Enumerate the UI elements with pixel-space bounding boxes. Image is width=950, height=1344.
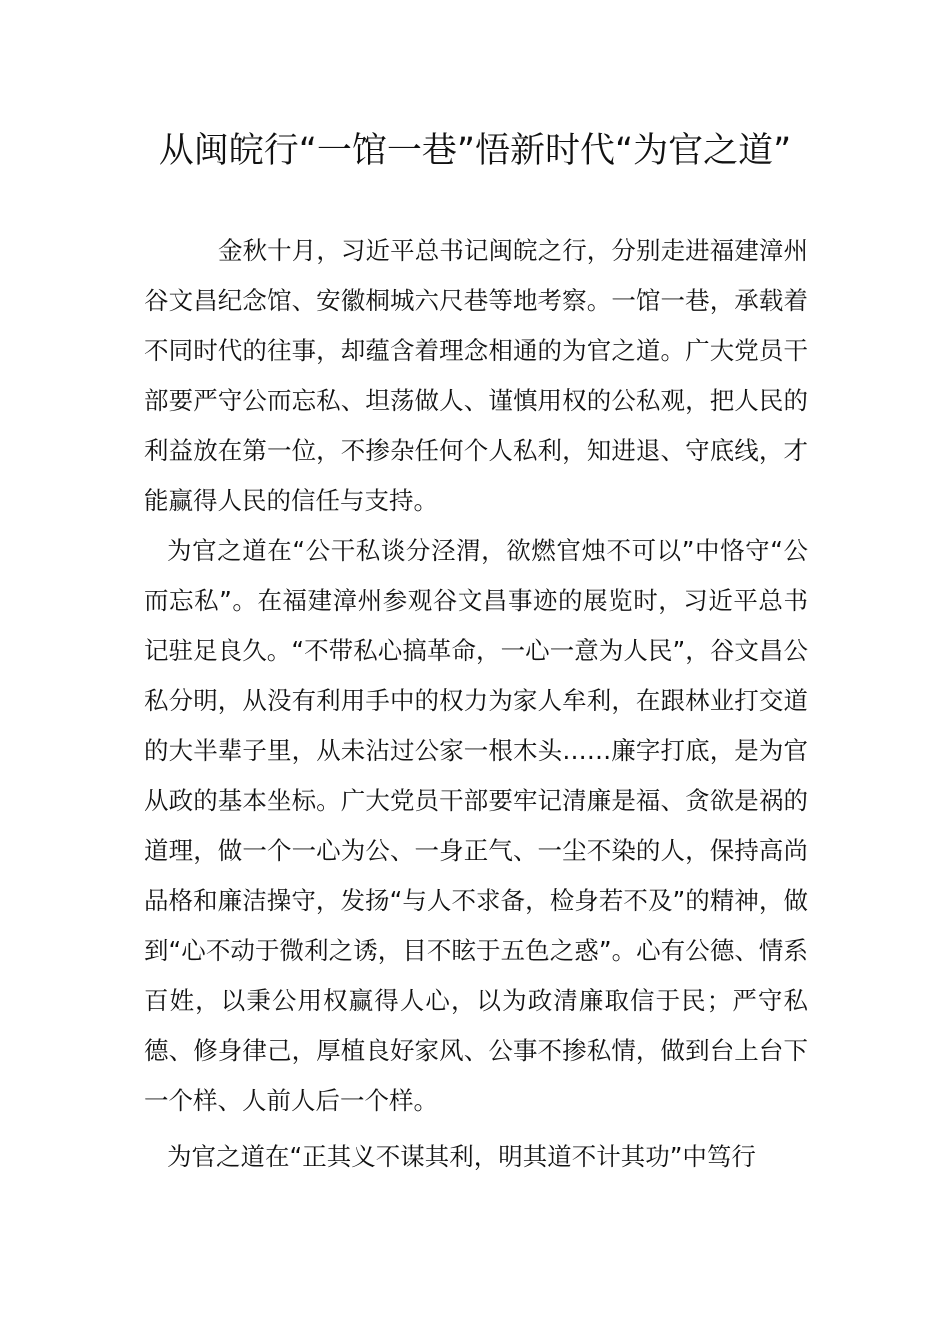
document-body bbox=[144, 226, 808, 1182]
paragraph-2: 为官之道在“公干私谈分泾渭，欲燃官烛不可以”中恪守“公而忘私”。在福建漳州参观谷文昌事迹的展览时，习近平总书记驻足良久。“不带私心搞革命，一心一意为人民”，谷文昌公私分明，从没有利用手中的权力为家人牟利，在跟林业打交道的大半辈子里，从未沾过公家一根木头……廉字打底，是为官从政的基本坐标。广大党员干部要牢记清廉是福、贪欲是祸的道理，做一个一心为公、一身正气、一尘不染的人，保持高尚品格和廉洁操守，发扬“与人不求备，检身若不及”的精神，做到“心不动于微利之诱，目不眩于五色之惑”。心有公德、情系百姓，以秉公用权赢得人心，以为政清廉取信于民；严守私德、修身律己，厚植良好家风、公事不掺私情，做到台上台下一个样、人前人后一个样。 bbox=[144, 536, 808, 1115]
paragraph-3: 为官之道在“正其义不谋其利，明其道不计其功”中笃行 bbox=[167, 1142, 756, 1171]
document-title: 从闽皖行“一馆一巷”悟新时代“为官之道” bbox=[158, 131, 792, 171]
paragraph-1: 金秋十月，习近平总书记闽皖之行，分别走进福建漳州谷文昌纪念馆、安徽桐城六尺巷等地考察。一馆一巷，承载着不同时代的往事，却蕴含着理念相通的为官之道。广大党员干部要严守公而忘私、坦荡做人、谨慎用权的公私观，把人民的利益放在第一位，不掺杂任何个人私利，知进退、守底线，才能赢得人民的信任与支持。 bbox=[144, 236, 808, 515]
